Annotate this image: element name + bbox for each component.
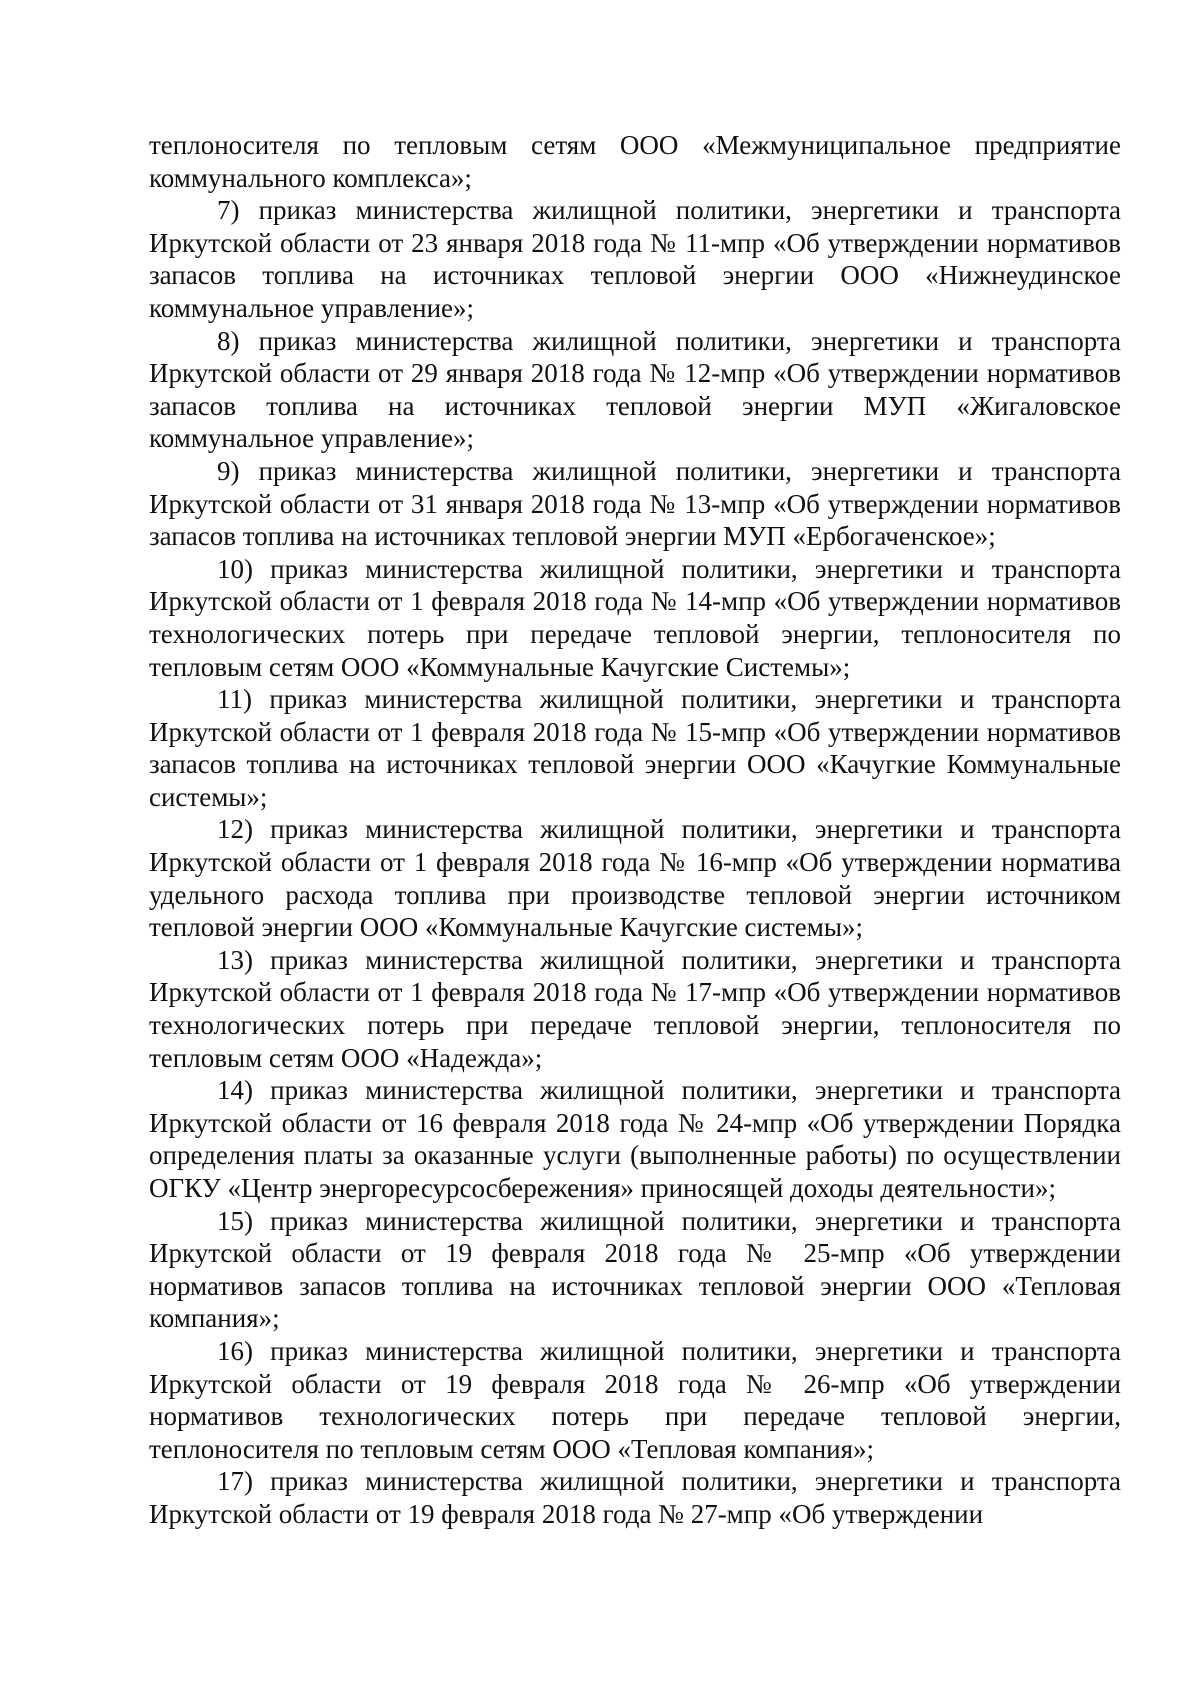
paragraph-item-11: 11) приказ министерства жилищной политики, энергетики и транспорта Иркутской области от 1 февраля 2018 года № 15-мпр «Об утверждении нормативов запасов топлива на источниках тепловой энергии ООО «Качугкие Коммунальные системы»; — [149, 684, 1121, 812]
paragraph-item-10: 10) приказ министерства жилищной политики, энергетики и транспорта Иркутской области от 1 февраля 2018 года № 14-мпр «Об утверждении нормативов технологических потерь при передаче тепловой энергии, теплоносителя по тепловым сетям ООО «Коммунальные Качугские Системы»; — [149, 553, 1121, 682]
paragraph-item-17: 17) приказ министерства жилищной политики, энергетики и транспорта Иркутской области от 19 февраля 2018 года № 27-мпр «Об утверждении — [149, 1466, 1121, 1529]
paragraph-item-14: 14) приказ министерства жилищной политики, энергетики и транспорта Иркутской области от 16 февраля 2018 года № 24-мпр «Об утверждении Порядка определения платы за оказанные услуги (выполненные работы) по осуществлении ОГКУ «Центр энергоресурсосбережения» приносящей доходы деятельности»; — [149, 1075, 1121, 1203]
paragraph-item-13: 13) приказ министерства жилищной политики, энергетики и транспорта Иркутской области от 1 февраля 2018 года № 17-мпр «Об утверждении нормативов технологических потерь при передаче тепловой энергии, теплоносителя по тепловым сетям ООО «Надежда»; — [149, 944, 1121, 1073]
paragraph-item-7: 7) приказ министерства жилищной политики, энергетики и транспорта Иркутской области от 23 января 2018 года № 11-мпр «Об утверждении нормативов запасов топлива на источниках тепловой энергии ООО «Нижнеудинское коммунальное управление»; — [149, 195, 1121, 323]
paragraph-item-8: 8) приказ министерства жилищной политики, энергетики и транспорта Иркутской области от 29 января 2018 года № 12-мпр «Об утверждении нормативов запасов топлива на источниках тепловой энергии МУП «Жигаловское коммунальное управление»; — [149, 325, 1121, 454]
paragraph-item-12: 12) приказ министерства жилищной политики, энергетики и транспорта Иркутской области от 1 февраля 2018 года № 16-мпр «Об утверждении норматива удельного расхода топлива при производстве тепловой энергии источником тепловой энергии ООО «Коммунальные Качугские системы»; — [149, 814, 1121, 943]
paragraph-item-16: 16) приказ министерства жилищной политики, энергетики и транспорта Иркутской области от 19 февраля 2018 года № 26-мпр «Об утверждении нормативов технологических потерь при передаче тепловой энергии, теплоносителя по тепловым сетям ООО «Тепловая компания»; — [149, 1335, 1121, 1464]
document-body — [149, 129, 1121, 1531]
paragraph-item-9: 9) приказ министерства жилищной политики, энергетики и транспорта Иркутской области от 31 января 2018 года № 13-мпр «Об утверждении нормативов запасов топлива на источниках тепловой энергии МУП «Ербогаченское»; — [149, 455, 1121, 552]
paragraph-continuation: теплоносителя по тепловым сетям ООО «Межмуниципальное предприятие коммунального комплекса»; — [149, 130, 1121, 193]
paragraph-item-15: 15) приказ министерства жилищной политики, энергетики и транспорта Иркутской области от 19 февраля 2018 года № 25-мпр «Об утверждении нормативов запасов топлива на источниках тепловой энергии ООО «Тепловая компания»; — [149, 1205, 1121, 1334]
